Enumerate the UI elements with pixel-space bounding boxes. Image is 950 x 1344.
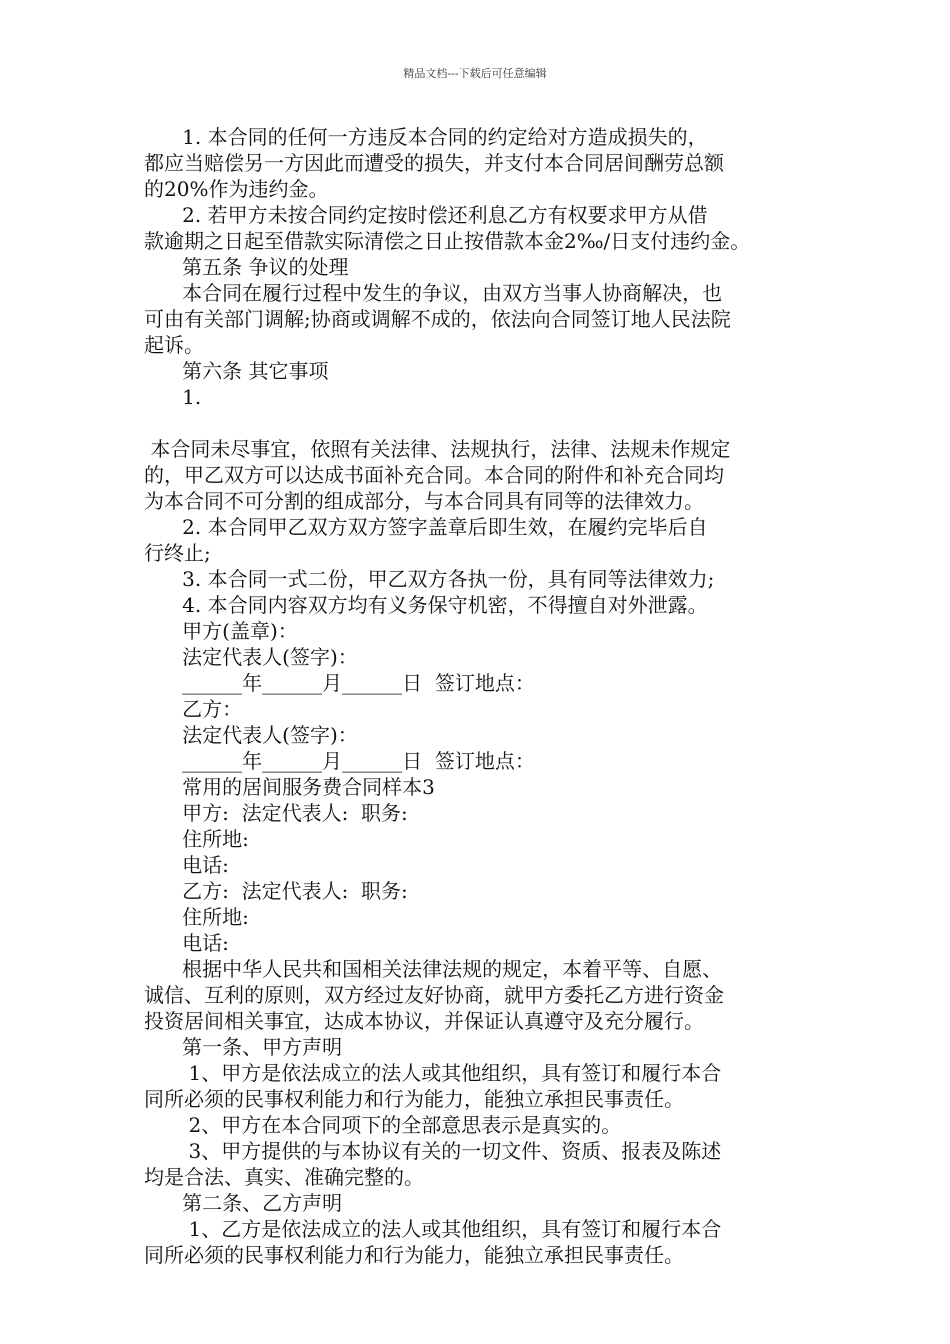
document-body — [144, 124, 809, 1268]
date-place-line: ______年______月______日 签订地点： — [144, 671, 535, 695]
text-line: 2. 本合同甲乙双方双方签字盖章后即生效，在履约完毕后自 — [144, 515, 708, 539]
text-line: 2. 若甲方未按合同约定按时偿还利息乙方有权要求甲方从借 — [144, 203, 708, 227]
party-line: 电话: — [144, 853, 229, 877]
blank-line — [144, 410, 809, 436]
section-heading: 第一条、甲方声明 — [144, 1035, 343, 1059]
text-line: 均是合法、真实、准确完整的。 — [144, 1165, 424, 1189]
party-line: 乙方: 法定代表人: 职务: — [144, 879, 408, 903]
party-line: 电话: — [144, 931, 229, 955]
text-line: 都应当赔偿另一方因此而遭受的损失，并支付本合同居间酬劳总额 — [144, 151, 724, 175]
text-line: 同所必须的民事权利能力和行为能力，能独立承担民事责任。 — [144, 1087, 684, 1111]
signature-line: 法定代表人(签字)： — [144, 723, 358, 747]
section-heading: 第二条、乙方声明 — [144, 1191, 343, 1215]
party-line: 甲方: 法定代表人: 职务: — [144, 801, 408, 825]
text-line: 本合同未尽事宜，依照有关法律、法规执行，法律、法规未作规定 — [144, 437, 731, 461]
text-line: 投资居间相关事宜，达成本协议，并保证认真遵守及充分履行。 — [144, 1009, 704, 1033]
page-header: 精品文档---下载后可任意编辑 — [403, 67, 547, 80]
signature-line: 甲方(盖章)： — [144, 619, 298, 643]
text-line: 2、甲方在本合同项下的全部意思表示是真实的。 — [144, 1113, 622, 1137]
text-line: 的20%作为违约金。 — [144, 177, 329, 201]
text-line: 的，甲乙双方可以达成书面补充合同。本合同的附件和补充合同均 — [144, 463, 724, 487]
text-line: 为本合同不可分割的组成部分，与本合同具有同等的法律效力。 — [144, 489, 704, 513]
party-line: 住所地: — [144, 905, 249, 929]
document-subtitle: 常用的居间服务费合同样本3 — [144, 775, 435, 799]
text-line: 1、乙方是依法成立的法人或其他组织，具有签订和履行本合 — [144, 1217, 722, 1241]
text-line: 本合同在履行过程中发生的争议，由双方当事人协商解决，也 — [144, 281, 723, 305]
text-line: 1. — [144, 385, 202, 409]
text-line: 3. 本合同一式二份，甲乙双方各执一份，具有同等法律效力; — [144, 567, 715, 591]
section-heading: 第六条 其它事项 — [144, 359, 329, 383]
text-line: 可由有关部门调解;协商或调解不成的，依法向合同签订地人民法院 — [144, 307, 731, 331]
text-line: 3、甲方提供的与本协议有关的一切文件、资质、报表及陈述 — [144, 1139, 722, 1163]
party-line: 住所地: — [144, 827, 249, 851]
text-line: 1、甲方是依法成立的法人或其他组织，具有签订和履行本合 — [144, 1061, 722, 1085]
text-line: 起诉。 — [144, 333, 204, 357]
text-line: 4. 本合同内容双方均有义务保守机密，不得擅自对外泄露。 — [144, 593, 708, 617]
text-line: 诚信、互利的原则，双方经过友好协商，就甲方委托乙方进行资金 — [144, 983, 724, 1007]
text-line: 行终止; — [144, 541, 211, 565]
signature-line: 法定代表人(签字)： — [144, 645, 358, 669]
section-heading: 第五条 争议的处理 — [144, 255, 349, 279]
text-line: 款逾期之日起至借款实际清偿之日止按借款本金2‰/日支付违约金。 — [144, 229, 751, 253]
signature-line: 乙方： — [144, 697, 243, 721]
text-line: 1. 本合同的任何一方违反本合同的约定给对方造成损失的， — [144, 125, 708, 149]
text-line: 根据中华人民共和国相关法律法规的规定，本着平等、自愿、 — [144, 957, 723, 981]
text-line: 同所必须的民事权利能力和行为能力，能独立承担民事责任。 — [144, 1243, 684, 1267]
date-place-line: ______年______月______日 签订地点： — [144, 749, 535, 773]
